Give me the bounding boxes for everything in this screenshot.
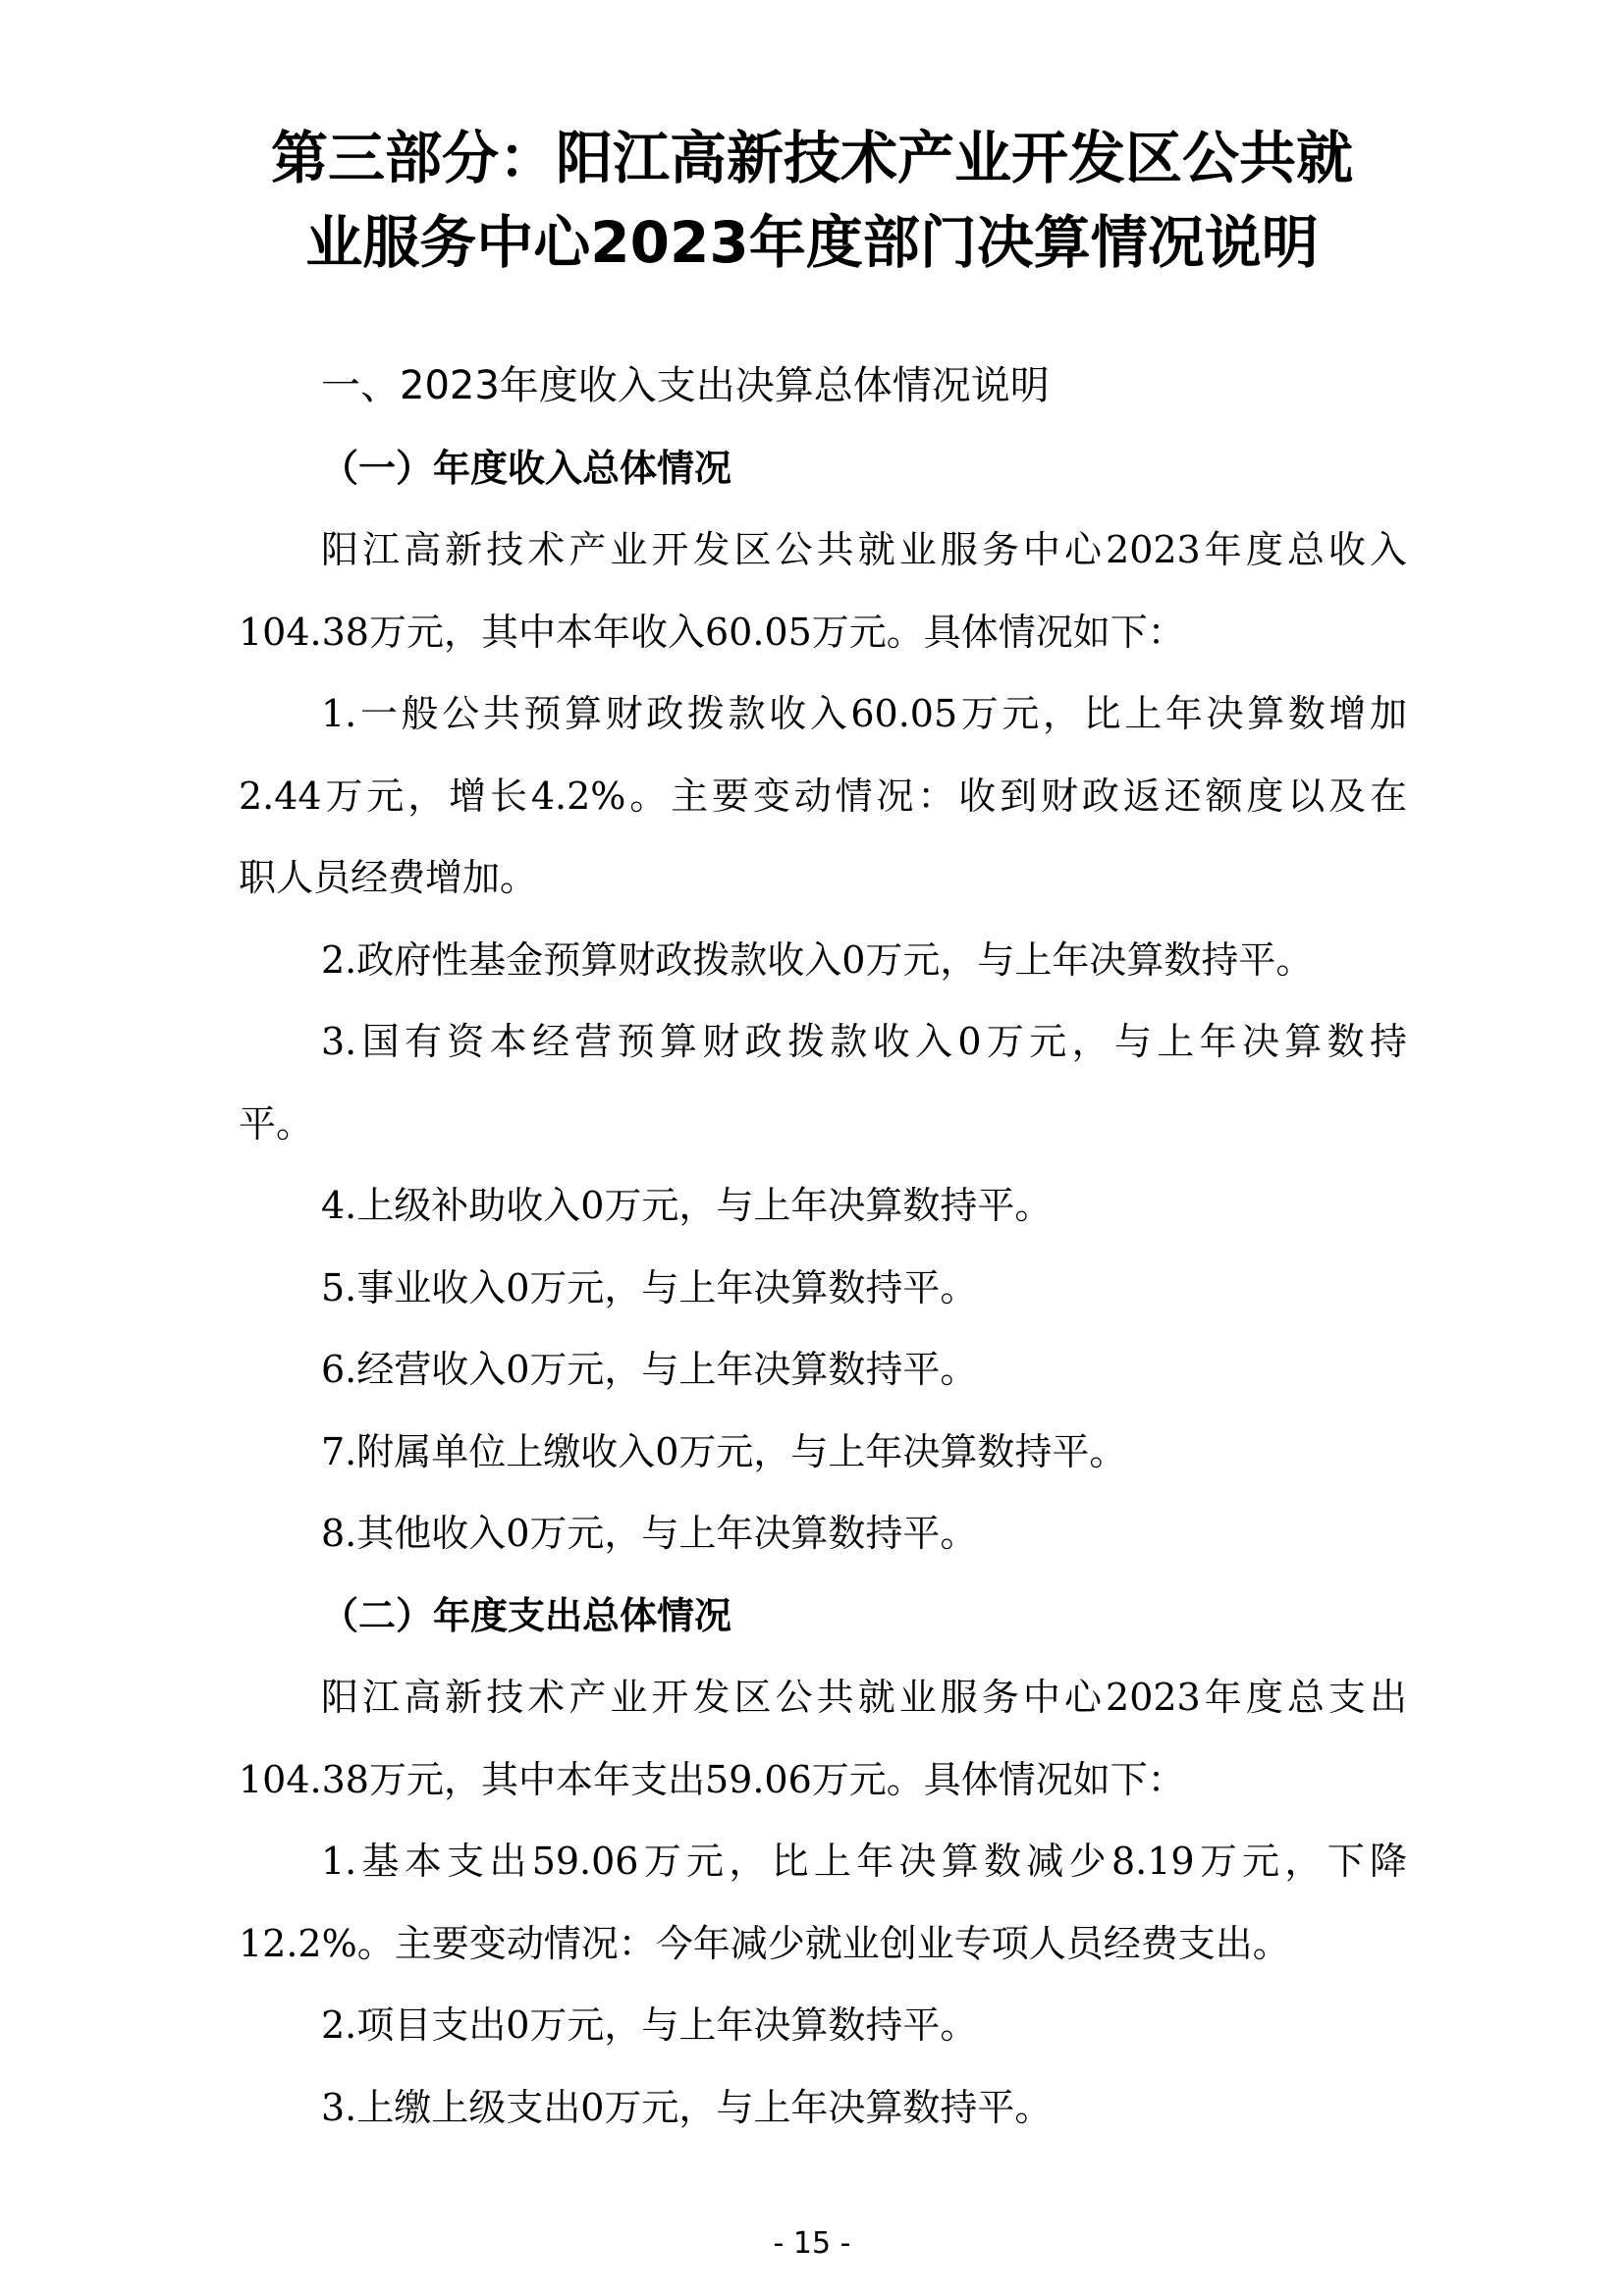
title-line-2: 业服务中心2023年度部门决算情况说明 — [305, 209, 1319, 276]
title-line-1: 第三部分：阳江高新技术产业开发区公共就 — [270, 125, 1353, 191]
income-intro-line-2: 104.38万元，其中本年收入60.05万元。具体情况如下： — [239, 610, 1185, 654]
section-heading-overall: 一、2023年度收入支出决算总体情况说明 — [321, 363, 1050, 408]
income-item-2: 2.政府性基金预算财政拨款收入0万元，与上年决算数持平。 — [321, 937, 1314, 982]
income-item-4: 4.上级补助收入0万元，与上年决算数持平。 — [321, 1184, 1053, 1227]
expenditure-item-3: 3.上缴上级支出0万元，与上年决算数持平。 — [321, 2085, 1053, 2129]
page-number: - 15 - — [773, 2226, 851, 2261]
expenditure-item-1-line-1: 1.基本支出59.06万元，比上年决算数减少8.19万元，下降 — [321, 1840, 1407, 1883]
income-intro-line-1: 阳江高新技术产业开发区公共就业服务中心2023年度总收入 — [321, 528, 1407, 571]
subsection-heading-income: （一）年度收入总体情况 — [321, 446, 732, 490]
income-item-8: 8.其他收入0万元，与上年决算数持平。 — [321, 1512, 978, 1555]
income-item-5: 5.事业收入0万元，与上年决算数持平。 — [321, 1265, 978, 1309]
income-item-3-line-2: 平。 — [239, 1101, 314, 1146]
subsection-heading-expenditure: （二）年度支出总体情况 — [321, 1593, 732, 1637]
expenditure-intro-line-2: 104.38万元，其中本年支出59.06万元。具体情况如下： — [239, 1757, 1185, 1801]
income-item-1-line-2: 2.44万元，增长4.2%。主要变动情况：收到财政返还额度以及在 — [239, 774, 1407, 818]
income-item-1-line-1: 1.一般公共预算财政拨款收入60.05万元，比上年决算数增加 — [321, 692, 1407, 735]
income-item-1-line-3: 职人员经费增加。 — [239, 856, 538, 899]
income-item-7: 7.附属单位上缴收入0万元，与上年决算数持平。 — [321, 1429, 1127, 1473]
expenditure-item-1-line-2: 12.2%。主要变动情况：今年减少就业创业专项人员经费支出。 — [239, 1921, 1290, 1965]
expenditure-item-2: 2.项目支出0万元，与上年决算数持平。 — [321, 2003, 978, 2047]
income-item-6: 6.经营收入0万元，与上年决算数持平。 — [321, 1348, 978, 1391]
expenditure-intro-line-1: 阳江高新技术产业开发区公共就业服务中心2023年度总支出 — [321, 1676, 1407, 1719]
document-body — [239, 346, 1407, 2149]
page-title — [196, 116, 1428, 285]
income-item-3-line-1: 3.国有资本经营预算财政拨款收入0万元，与上年决算数持 — [321, 1020, 1407, 1063]
